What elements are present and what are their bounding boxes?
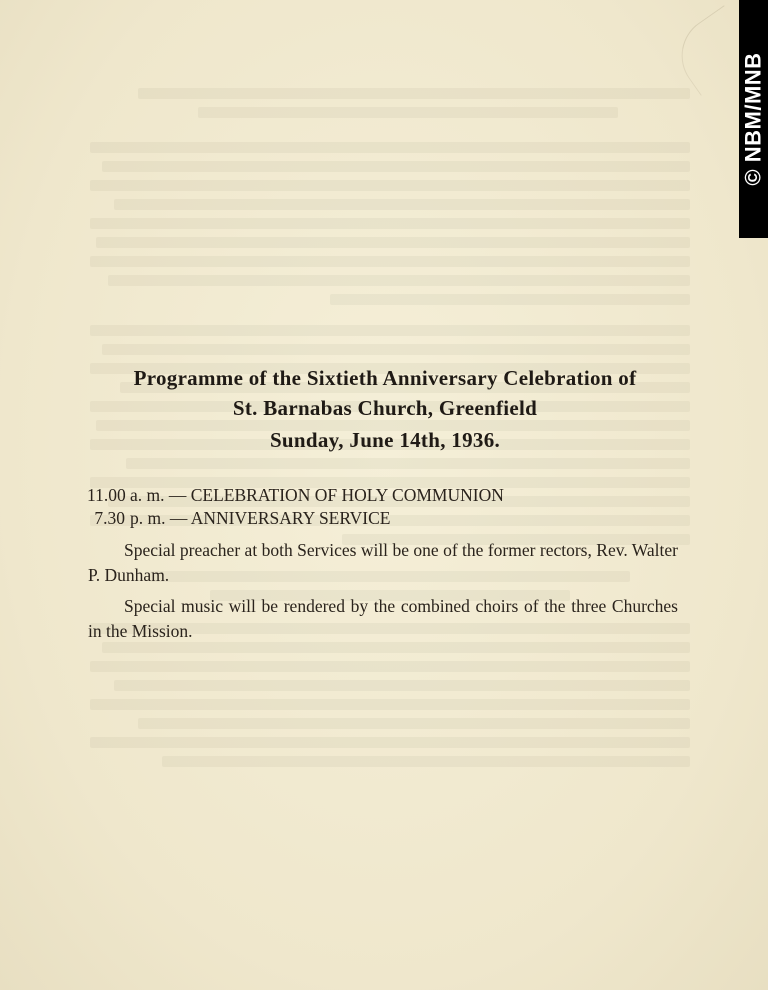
schedule-event: a. m. — CELEBRATION OF HOLY COMMUNION [130,485,504,505]
service-schedule [87,484,504,530]
schedule-event: p. m. — ANNIVERSARY SERVICE [130,508,391,528]
preacher-paragraph: Special preacher at both Services will be one of the former rectors, Rev. Walter P. Dunham. [88,540,678,585]
programme-title: Programme of the Sixtieth Anniversary Celebration of [133,366,637,390]
church-name: St. Barnabas Church, Greenfield [232,396,538,420]
event-date: Sunday, June 14th, 1936. [269,428,501,452]
schedule-time: 7.30 [94,508,125,528]
copyright-watermark [739,0,768,238]
schedule-time: 11.00 [87,485,126,505]
schedule-row [87,507,504,530]
music-paragraph: Special music will be rendered by the combined choirs of the three Churches in the Mission. [88,596,678,641]
schedule-row [87,484,504,507]
watermark-text: © NBM/MNB [740,52,766,186]
